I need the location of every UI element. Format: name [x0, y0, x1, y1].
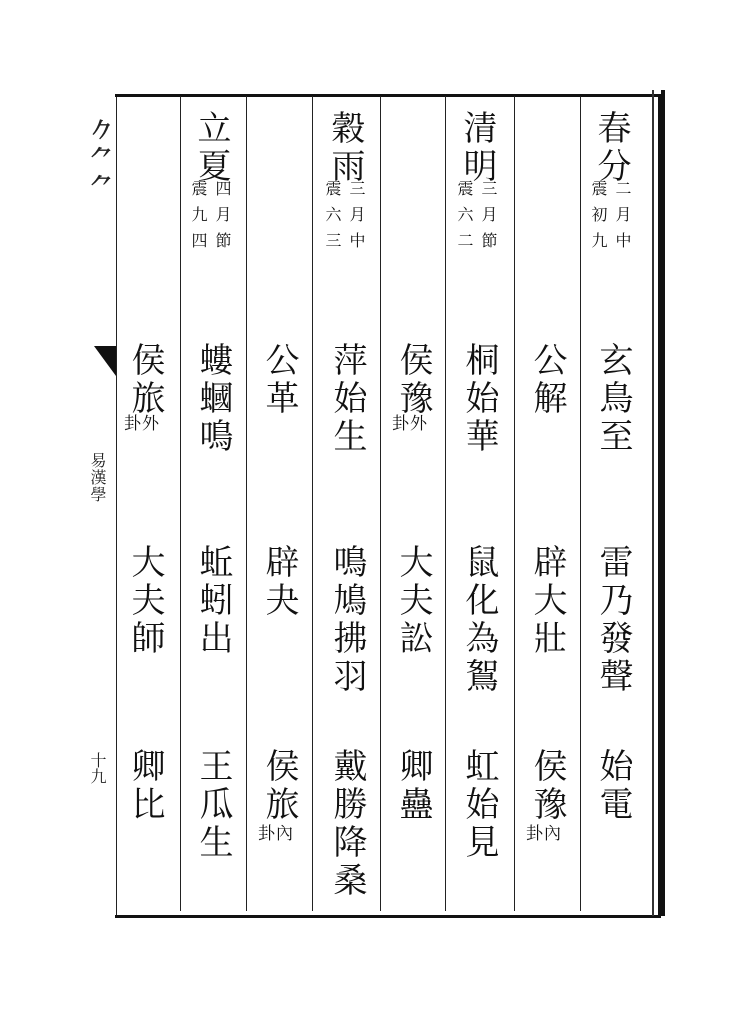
- hexagram-minister: 大夫師: [125, 544, 165, 658]
- column-divider: [380, 96, 381, 911]
- phenology-1: 螻蟈鳴: [193, 342, 233, 456]
- column-divider: [514, 96, 515, 911]
- hexagram-noble: 卿蠱: [393, 748, 433, 824]
- hexagram-sovereign: 辟夬: [259, 544, 299, 620]
- hexagram-noble: 卿比: [125, 748, 165, 824]
- phenology-1: 玄鳥至: [593, 342, 633, 456]
- phenology-3: 戴勝降桑: [327, 748, 367, 900]
- phenology-3: 始電: [593, 748, 633, 824]
- column-divider: [445, 96, 446, 911]
- phenology-2: 鼠化為鴽: [459, 544, 499, 696]
- phenology-2: 蚯蚓出: [193, 544, 233, 658]
- solar-term-name: 春分: [591, 110, 631, 186]
- month-note: 三月中: [347, 180, 366, 258]
- phenology-3: 王瓜生: [193, 748, 233, 862]
- gutter-marks: 𠂊⺈⺈: [87, 118, 113, 202]
- phenology-1: 萍始生: [327, 342, 367, 456]
- gua-position-note: 卦外: [392, 414, 428, 434]
- column-divider: [312, 96, 313, 911]
- yao-note: 震初九: [589, 180, 608, 258]
- solar-term-name: 清明: [457, 110, 497, 186]
- hexagram-minister: 大夫訟: [393, 544, 433, 658]
- left-gutter: [87, 96, 117, 916]
- frame-outer-border: [652, 90, 665, 916]
- hexagram-marquis: 侯豫: [527, 748, 567, 824]
- gua-position-note: 卦外: [124, 414, 160, 434]
- phenology-3: 虹始見: [459, 748, 499, 862]
- column-divider: [180, 96, 181, 911]
- solar-term-name: 立夏: [191, 110, 231, 186]
- hexagram-marquis: 侯豫: [393, 342, 433, 418]
- fishtail-mark-icon: [94, 346, 116, 376]
- hexagram-sovereign: 辟大壯: [527, 544, 567, 658]
- hexagram-duke: 公解: [527, 342, 567, 418]
- page-number: 十九: [88, 752, 107, 784]
- hexagram-duke: 公革: [259, 342, 299, 418]
- gua-position-note: 卦內: [258, 824, 294, 844]
- column-divider: [246, 96, 247, 911]
- yao-note: 震九四: [189, 180, 208, 258]
- book-title-label: 易漢學: [88, 452, 107, 503]
- month-note: 三月節: [479, 180, 498, 258]
- solar-term-name: 穀雨: [325, 110, 365, 186]
- hexagram-marquis: 侯旅: [125, 342, 165, 418]
- gua-position-note: 卦內: [526, 824, 562, 844]
- phenology-2: 鳴鳩拂羽: [327, 544, 367, 696]
- phenology-1: 桐始華: [459, 342, 499, 456]
- month-note: 二月中: [613, 180, 632, 258]
- column-divider: [580, 96, 581, 911]
- phenology-2: 雷乃發聲: [593, 544, 633, 696]
- yao-note: 震六三: [323, 180, 342, 258]
- month-note: 四月節: [213, 180, 232, 258]
- yao-note: 震六二: [455, 180, 474, 258]
- hexagram-marquis: 侯旅: [259, 748, 299, 824]
